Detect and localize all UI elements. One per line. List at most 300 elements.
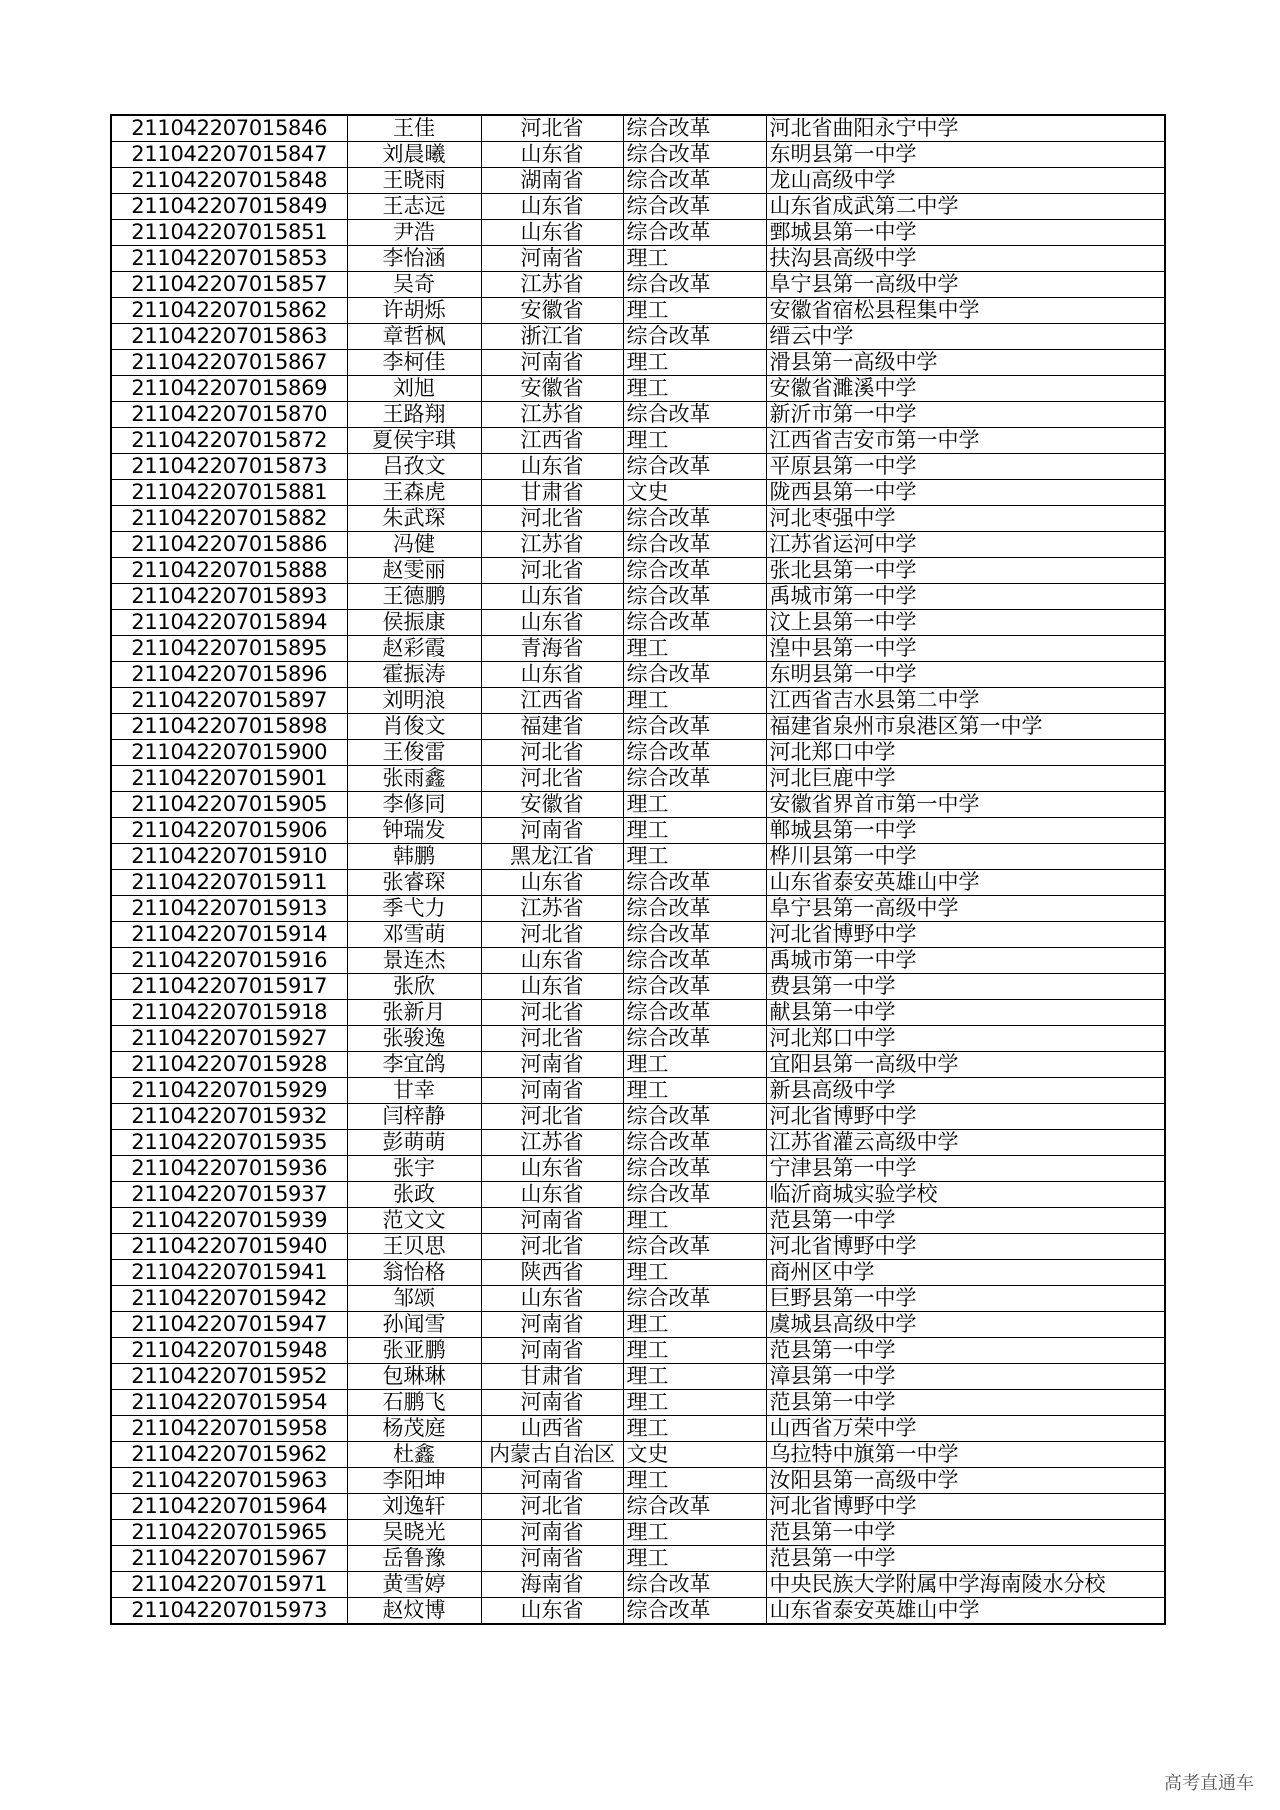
province-cell: 山东省 [481,1156,623,1182]
province-cell: 江苏省 [481,896,623,922]
category-cell: 理工 [623,636,766,662]
category-cell: 综合改革 [623,1000,766,1026]
school-cell: 巨野县第一中学 [766,1286,1165,1312]
province-cell: 山东省 [481,142,623,168]
school-cell: 虞城县高级中学 [766,1312,1165,1338]
table-row [111,454,1165,480]
table-row [111,298,1165,324]
table-row [111,844,1165,870]
school-cell: 平原县第一中学 [766,454,1165,480]
student-name-cell: 刘旭 [347,376,481,402]
category-cell: 理工 [623,844,766,870]
table-row [111,1572,1165,1598]
category-cell: 综合改革 [623,168,766,194]
school-cell: 河北省曲阳永宁中学 [766,115,1165,142]
student-id-cell: 211042207015940 [111,1234,347,1260]
school-cell: 中央民族大学附属中学海南陵水分校 [766,1572,1165,1598]
province-cell: 浙江省 [481,324,623,350]
school-cell: 山西省万荣中学 [766,1416,1165,1442]
student-name-cell: 刘明浪 [347,688,481,714]
table-row [111,662,1165,688]
category-cell: 综合改革 [623,1130,766,1156]
school-cell: 张北县第一中学 [766,558,1165,584]
student-name-cell: 张雨鑫 [347,766,481,792]
table-row [111,1494,1165,1520]
province-cell: 河北省 [481,115,623,142]
province-cell: 陕西省 [481,1260,623,1286]
table-row [111,220,1165,246]
province-cell: 湖南省 [481,168,623,194]
table-row [111,1286,1165,1312]
category-cell: 综合改革 [623,740,766,766]
school-cell: 龙山高级中学 [766,168,1165,194]
category-cell: 理工 [623,1390,766,1416]
student-id-cell: 211042207015971 [111,1572,347,1598]
province-cell: 山东省 [481,974,623,1000]
student-id-cell: 211042207015898 [111,714,347,740]
student-name-cell: 王贝思 [347,1234,481,1260]
school-cell: 福建省泉州市泉港区第一中学 [766,714,1165,740]
student-id-cell: 211042207015918 [111,1000,347,1026]
province-cell: 海南省 [481,1572,623,1598]
student-id-cell: 211042207015952 [111,1364,347,1390]
student-name-cell: 刘逸轩 [347,1494,481,1520]
table-row [111,142,1165,168]
student-name-cell: 石鹏飞 [347,1390,481,1416]
school-cell: 范县第一中学 [766,1546,1165,1572]
province-cell: 江苏省 [481,402,623,428]
table-row [111,1026,1165,1052]
student-id-cell: 211042207015851 [111,220,347,246]
category-cell: 综合改革 [623,974,766,1000]
student-id-cell: 211042207015911 [111,870,347,896]
student-id-cell: 211042207015941 [111,1260,347,1286]
category-cell: 综合改革 [623,610,766,636]
table-row [111,740,1165,766]
table-row [111,636,1165,662]
school-cell: 桦川县第一中学 [766,844,1165,870]
table-row [111,480,1165,506]
school-cell: 江西省吉安市第一中学 [766,428,1165,454]
student-name-cell: 张政 [347,1182,481,1208]
category-cell: 理工 [623,1338,766,1364]
province-cell: 安徽省 [481,298,623,324]
category-cell: 综合改革 [623,922,766,948]
school-cell: 安徽省濉溪中学 [766,376,1165,402]
province-cell: 河南省 [481,350,623,376]
student-name-cell: 冯健 [347,532,481,558]
province-cell: 河南省 [481,1312,623,1338]
school-cell: 河北省博野中学 [766,1234,1165,1260]
school-cell: 漳县第一中学 [766,1364,1165,1390]
student-id-cell: 211042207015857 [111,272,347,298]
province-cell: 甘肃省 [481,480,623,506]
student-id-cell: 211042207015916 [111,948,347,974]
student-id-cell: 211042207015848 [111,168,347,194]
category-cell: 理工 [623,1416,766,1442]
category-cell: 综合改革 [623,766,766,792]
student-id-cell: 211042207015942 [111,1286,347,1312]
province-cell: 河南省 [481,1052,623,1078]
school-cell: 滑县第一高级中学 [766,350,1165,376]
category-cell: 文史 [623,480,766,506]
province-cell: 河南省 [481,1208,623,1234]
school-cell: 汶上县第一中学 [766,610,1165,636]
province-cell: 河北省 [481,1234,623,1260]
student-name-cell: 肖俊文 [347,714,481,740]
student-name-cell: 章哲枫 [347,324,481,350]
student-name-cell: 赵炆博 [347,1598,481,1625]
student-id-cell: 211042207015965 [111,1520,347,1546]
category-cell: 综合改革 [623,506,766,532]
table-row [111,870,1165,896]
table-row [111,818,1165,844]
school-cell: 江西省吉水县第二中学 [766,688,1165,714]
table-row [111,688,1165,714]
table-row [111,506,1165,532]
student-name-cell: 王路翔 [347,402,481,428]
student-name-cell: 岳鲁豫 [347,1546,481,1572]
province-cell: 河北省 [481,506,623,532]
student-id-cell: 211042207015881 [111,480,347,506]
category-cell: 理工 [623,1260,766,1286]
student-name-cell: 王佳 [347,115,481,142]
school-cell: 禹城市第一中学 [766,948,1165,974]
admission-list-table [110,114,1166,1625]
province-cell: 山东省 [481,584,623,610]
student-name-cell: 张新月 [347,1000,481,1026]
school-cell: 湟中县第一中学 [766,636,1165,662]
category-cell: 综合改革 [623,142,766,168]
category-cell: 综合改革 [623,584,766,610]
student-name-cell: 王俊雷 [347,740,481,766]
province-cell: 河北省 [481,766,623,792]
school-cell: 河北巨鹿中学 [766,766,1165,792]
school-cell: 河北省博野中学 [766,922,1165,948]
school-cell: 费县第一中学 [766,974,1165,1000]
category-cell: 理工 [623,818,766,844]
school-cell: 江苏省运河中学 [766,532,1165,558]
school-cell: 河北省博野中学 [766,1494,1165,1520]
school-cell: 山东省成武第二中学 [766,194,1165,220]
student-id-cell: 211042207015896 [111,662,347,688]
category-cell: 综合改革 [623,714,766,740]
table-row [111,272,1165,298]
student-name-cell: 张睿琛 [347,870,481,896]
table-row [111,948,1165,974]
student-name-cell: 韩鹏 [347,844,481,870]
table-row [111,168,1165,194]
school-cell: 禹城市第一中学 [766,584,1165,610]
student-name-cell: 李宜鸽 [347,1052,481,1078]
province-cell: 山东省 [481,454,623,480]
table-row [111,1130,1165,1156]
province-cell: 江西省 [481,688,623,714]
table-row [111,584,1165,610]
student-id-cell: 211042207015954 [111,1390,347,1416]
table-row [111,1182,1165,1208]
province-cell: 山东省 [481,610,623,636]
school-cell: 阜宁县第一高级中学 [766,896,1165,922]
table-row [111,896,1165,922]
student-name-cell: 翁怡格 [347,1260,481,1286]
category-cell: 综合改革 [623,896,766,922]
category-cell: 综合改革 [623,1104,766,1130]
student-id-cell: 211042207015939 [111,1208,347,1234]
school-cell: 范县第一中学 [766,1208,1165,1234]
student-name-cell: 张骏逸 [347,1026,481,1052]
table-row [111,1208,1165,1234]
province-cell: 河南省 [481,1468,623,1494]
student-id-cell: 211042207015906 [111,818,347,844]
student-id-cell: 211042207015927 [111,1026,347,1052]
table-row [111,376,1165,402]
school-cell: 安徽省宿松县程集中学 [766,298,1165,324]
student-name-cell: 甘幸 [347,1078,481,1104]
province-cell: 江苏省 [481,532,623,558]
table-row [111,1598,1165,1625]
school-cell: 安徽省界首市第一中学 [766,792,1165,818]
table-row [111,350,1165,376]
student-id-cell: 211042207015863 [111,324,347,350]
student-id-cell: 211042207015963 [111,1468,347,1494]
province-cell: 山东省 [481,948,623,974]
student-name-cell: 李怡涵 [347,246,481,272]
student-id-cell: 211042207015958 [111,1416,347,1442]
table-row [111,1156,1165,1182]
category-cell: 综合改革 [623,272,766,298]
table-row [111,402,1165,428]
province-cell: 福建省 [481,714,623,740]
category-cell: 综合改革 [623,454,766,480]
student-name-cell: 邹颂 [347,1286,481,1312]
student-id-cell: 211042207015862 [111,298,347,324]
table-row [111,766,1165,792]
province-cell: 河北省 [481,1494,623,1520]
school-cell: 河北郑口中学 [766,1026,1165,1052]
table-row [111,1052,1165,1078]
school-cell: 献县第一中学 [766,1000,1165,1026]
province-cell: 江西省 [481,428,623,454]
table-row [111,558,1165,584]
table-row [111,610,1165,636]
school-cell: 陇西县第一中学 [766,480,1165,506]
category-cell: 综合改革 [623,1572,766,1598]
category-cell: 综合改革 [623,1494,766,1520]
table-row [111,1442,1165,1468]
student-name-cell: 尹浩 [347,220,481,246]
province-cell: 山东省 [481,662,623,688]
category-cell: 综合改革 [623,532,766,558]
province-cell: 河南省 [481,1546,623,1572]
category-cell: 综合改革 [623,115,766,142]
province-cell: 河北省 [481,1104,623,1130]
school-cell: 江苏省灌云高级中学 [766,1130,1165,1156]
table-row [111,115,1165,142]
student-name-cell: 彭萌萌 [347,1130,481,1156]
table-row [111,1260,1165,1286]
category-cell: 理工 [623,1078,766,1104]
province-cell: 河南省 [481,1078,623,1104]
province-cell: 青海省 [481,636,623,662]
category-cell: 理工 [623,1468,766,1494]
category-cell: 理工 [623,298,766,324]
category-cell: 综合改革 [623,1234,766,1260]
category-cell: 综合改革 [623,558,766,584]
student-id-cell: 211042207015935 [111,1130,347,1156]
province-cell: 山西省 [481,1416,623,1442]
table-row [111,1468,1165,1494]
student-id-cell: 211042207015886 [111,532,347,558]
student-id-cell: 211042207015973 [111,1598,347,1625]
table-row [111,1312,1165,1338]
table-row [111,974,1165,1000]
student-id-cell: 211042207015928 [111,1052,347,1078]
category-cell: 理工 [623,1364,766,1390]
province-cell: 河北省 [481,922,623,948]
table-body [111,115,1165,1624]
category-cell: 综合改革 [623,870,766,896]
student-name-cell: 赵雯丽 [347,558,481,584]
student-id-cell: 211042207015901 [111,766,347,792]
province-cell: 安徽省 [481,792,623,818]
student-name-cell: 王德鹏 [347,584,481,610]
table-row [111,714,1165,740]
student-name-cell: 张欣 [347,974,481,1000]
student-id-cell: 211042207015917 [111,974,347,1000]
student-name-cell: 闫梓静 [347,1104,481,1130]
watermark-text: 高考直通车 [1164,1773,1254,1794]
province-cell: 河南省 [481,246,623,272]
student-id-cell: 211042207015870 [111,402,347,428]
category-cell: 综合改革 [623,402,766,428]
province-cell: 山东省 [481,1598,623,1625]
student-id-cell: 211042207015849 [111,194,347,220]
category-cell: 理工 [623,688,766,714]
category-cell: 理工 [623,428,766,454]
student-name-cell: 邓雪萌 [347,922,481,948]
school-cell: 鄄城县第一中学 [766,220,1165,246]
student-name-cell: 吴奇 [347,272,481,298]
student-name-cell: 侯振康 [347,610,481,636]
category-cell: 综合改革 [623,1598,766,1625]
student-id-cell: 211042207015894 [111,610,347,636]
student-name-cell: 孙闻雪 [347,1312,481,1338]
province-cell: 河南省 [481,818,623,844]
school-cell: 汝阳县第一高级中学 [766,1468,1165,1494]
school-cell: 商州区中学 [766,1260,1165,1286]
student-id-cell: 211042207015910 [111,844,347,870]
school-cell: 范县第一中学 [766,1390,1165,1416]
student-name-cell: 夏侯宇琪 [347,428,481,454]
school-cell: 山东省泰安英雄山中学 [766,870,1165,896]
school-cell: 东明县第一中学 [766,662,1165,688]
student-id-cell: 211042207015914 [111,922,347,948]
student-id-cell: 211042207015936 [111,1156,347,1182]
school-cell: 新县高级中学 [766,1078,1165,1104]
table-row [111,1104,1165,1130]
student-id-cell: 211042207015913 [111,896,347,922]
student-id-cell: 211042207015929 [111,1078,347,1104]
province-cell: 河南省 [481,1520,623,1546]
school-cell: 扶沟县高级中学 [766,246,1165,272]
student-name-cell: 赵彩霞 [347,636,481,662]
table-row [111,1338,1165,1364]
student-name-cell: 朱武琛 [347,506,481,532]
student-name-cell: 张亚鹏 [347,1338,481,1364]
category-cell: 理工 [623,376,766,402]
student-name-cell: 许胡烁 [347,298,481,324]
province-cell: 江苏省 [481,272,623,298]
category-cell: 理工 [623,350,766,376]
student-name-cell: 霍振涛 [347,662,481,688]
table-row [111,324,1165,350]
student-id-cell: 211042207015872 [111,428,347,454]
province-cell: 江苏省 [481,1130,623,1156]
province-cell: 河南省 [481,1390,623,1416]
province-cell: 山东省 [481,1182,623,1208]
admission-list-sheet [110,114,1164,1625]
school-cell: 宜阳县第一高级中学 [766,1052,1165,1078]
student-name-cell: 王志远 [347,194,481,220]
school-cell: 范县第一中学 [766,1520,1165,1546]
category-cell: 综合改革 [623,1156,766,1182]
school-cell: 河北省博野中学 [766,1104,1165,1130]
table-row [111,194,1165,220]
school-cell: 新沂市第一中学 [766,402,1165,428]
province-cell: 河北省 [481,1026,623,1052]
school-cell: 山东省泰安英雄山中学 [766,1598,1165,1625]
category-cell: 理工 [623,246,766,272]
student-id-cell: 211042207015897 [111,688,347,714]
province-cell: 河北省 [481,558,623,584]
category-cell: 理工 [623,1052,766,1078]
category-cell: 综合改革 [623,1286,766,1312]
student-name-cell: 范文文 [347,1208,481,1234]
student-id-cell: 211042207015937 [111,1182,347,1208]
table-row [111,1234,1165,1260]
student-id-cell: 211042207015888 [111,558,347,584]
province-cell: 黑龙江省 [481,844,623,870]
student-name-cell: 景连杰 [347,948,481,974]
student-id-cell: 211042207015962 [111,1442,347,1468]
table-row [111,532,1165,558]
student-id-cell: 211042207015905 [111,792,347,818]
school-cell: 宁津县第一中学 [766,1156,1165,1182]
school-cell: 东明县第一中学 [766,142,1165,168]
student-id-cell: 211042207015948 [111,1338,347,1364]
table-row [111,1520,1165,1546]
student-id-cell: 211042207015967 [111,1546,347,1572]
table-row [111,1546,1165,1572]
category-cell: 综合改革 [623,662,766,688]
student-name-cell: 王晓雨 [347,168,481,194]
student-name-cell: 李修同 [347,792,481,818]
student-name-cell: 吴晓光 [347,1520,481,1546]
school-cell: 缙云中学 [766,324,1165,350]
province-cell: 安徽省 [481,376,623,402]
category-cell: 综合改革 [623,194,766,220]
category-cell: 理工 [623,1520,766,1546]
school-cell: 乌拉特中旗第一中学 [766,1442,1165,1468]
province-cell: 山东省 [481,194,623,220]
province-cell: 山东省 [481,1286,623,1312]
category-cell: 综合改革 [623,220,766,246]
school-cell: 郸城县第一中学 [766,818,1165,844]
table-row [111,1416,1165,1442]
province-cell: 河北省 [481,740,623,766]
province-cell: 山东省 [481,220,623,246]
